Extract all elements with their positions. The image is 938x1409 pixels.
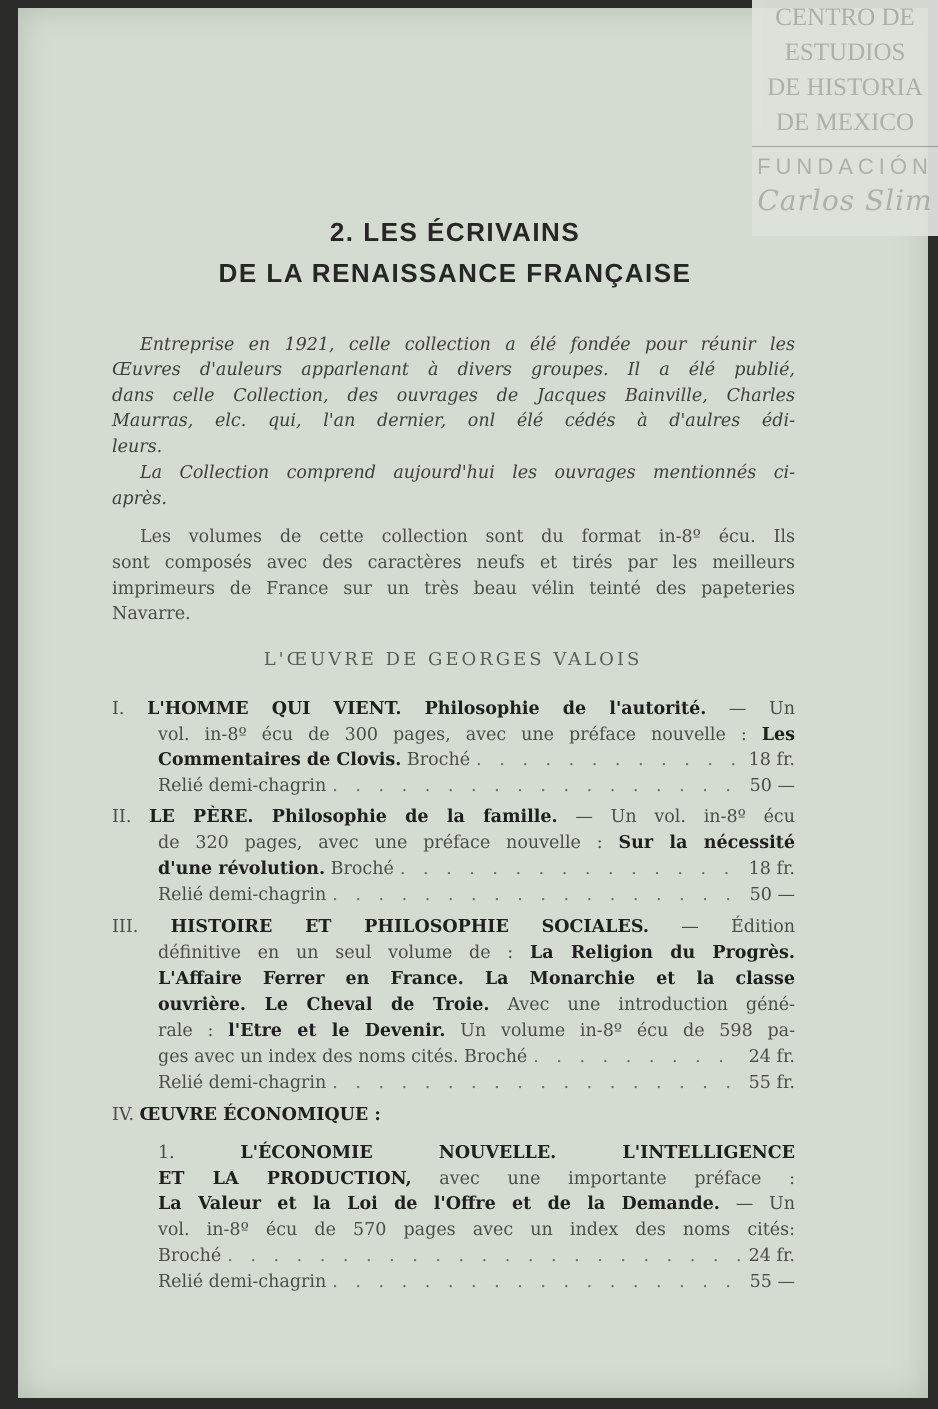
section-heading: L'ŒUVRE DE GEORGES VALOIS [263,649,643,670]
text-segment: — Un [706,699,795,719]
book-title: L'Affaire Ferrer en France. La Monarchie et la classe [158,969,795,989]
format-line: Navarre. [112,604,191,624]
entry-line [112,697,795,721]
book-title: ŒUVRE ÉCONOMIQUE : [139,1105,381,1125]
price-label [158,857,394,881]
book-title: d'une révolution. [158,859,326,879]
price-label [158,1071,326,1095]
leader-dots [227,1244,742,1268]
entry-line [112,915,795,939]
binding-label: Relié demi-chagrin [158,1073,327,1093]
book-title: ET LA PRODUCTION, [158,1169,412,1189]
binding-label: Broché [158,1246,222,1266]
entry-line [158,1218,795,1242]
binding-label: Broché [325,859,394,879]
text-segment: Un volume in-8º écu de 598 pa- [445,1021,795,1041]
entry-line [158,1141,795,1165]
text-segment: 1. [158,1143,241,1163]
intro-line: dans celle Collection, des ouvrages de Jacques Bainville, Charles [112,386,795,406]
price-label [158,883,326,907]
price-line [158,883,795,907]
price-value: 50 — [749,776,795,796]
entry-line [158,723,795,747]
binding-label: Broché [401,750,471,770]
price-line [158,1071,795,1095]
price-line [158,774,795,798]
intro-line: Entreprise en 1921, celle collection a élé fondée pour réunir les [140,335,795,355]
leader-dots [533,1045,742,1069]
entry-line [158,1019,795,1043]
stamp-line: DE MEXICO [775,109,915,136]
price-label [158,1244,221,1268]
page-title-line-2: DE LA RENAISSANCE FRANÇAISE [218,258,692,288]
text-segment: — Un vol. in-8º écu [557,807,796,827]
format-line: sont composés avec des caractères neufs et tirés par les meilleurs [112,553,795,573]
price-value: 24 fr. [748,1246,795,1266]
book-title: LE PÈRE. Philosophie de la famille. [149,807,558,827]
text-segment: définitive en un seul volume de : [158,943,530,963]
price-line [158,1244,795,1268]
price-label [158,748,470,772]
leader-dots [332,1270,743,1294]
format-line: imprimeurs de France sur un très beau vélin teinté des papeteries [112,579,795,599]
entry-line [158,831,795,855]
entry-line [158,993,795,1017]
book-title: Les [761,725,795,745]
book-title: La Valeur et la Loi de l'Offre et de la Demande. [158,1194,720,1214]
text-segment: — Un [719,1194,795,1214]
price-label [158,1045,527,1069]
price-value: 55 — [749,1272,795,1292]
binding-label: Relié demi-chagrin [158,776,327,796]
price-line [158,748,795,772]
format-line: Les volumes de cette collection sont du format in-8º écu. Ils [140,527,795,547]
binding-label: Relié demi-chagrin [158,1272,327,1292]
entry-line [112,805,795,829]
text-segment: III. [112,917,171,937]
book-title: La Religion du Progrès. [529,943,795,963]
entry-line [158,1192,795,1216]
price-value: 55 fr. [748,1073,795,1093]
price-value: 50 — [749,885,795,905]
text-segment: de 320 pages, avec une préface nouvelle : [158,833,619,853]
price-value: 24 fr. [748,1047,795,1067]
price-value: 18 fr. [748,859,795,879]
intro-line: Œuvres d'auleurs apparlenant à divers groupes. Il a élé publié, [112,360,795,380]
entry-line [158,1167,795,1191]
intro-line: leurs. [112,437,163,457]
text-segment: vol. in-8º écu de 300 pages, avec une préface nouvelle : [158,725,762,745]
stamp-line: CENTRO DE [775,4,915,31]
leader-dots [332,883,743,907]
text-segment: avec une importante préface : [411,1169,795,1189]
text-segment: vol. in-8º écu de 570 pages avec un index des noms cités: [158,1220,795,1240]
price-label [158,1270,326,1294]
leader-dots [400,857,743,881]
text-segment: Avec une introduction géné- [489,995,796,1015]
stamp-divider [752,146,938,147]
price-label [158,774,326,798]
text-segment: — Édition [648,917,796,937]
price-line [158,857,795,881]
intro-line: après. [112,489,167,509]
price-line [158,1045,795,1069]
leader-dots [332,774,743,798]
intro-line: La Collection comprend aujourd'hui les ouvrages mentionnés ci- [140,463,795,483]
book-title: Commentaires de Clovis. [158,750,402,770]
stamp-line: DE HISTORIA [767,74,923,101]
archive-watermark-stamp [752,0,938,236]
book-title: ouvrière. Le Cheval de Troie. [158,995,490,1015]
text-segment: II. [112,807,150,827]
entry-line [158,967,795,991]
stamp-line: ESTUDIOS [784,39,906,66]
text-segment: rale : [158,1021,229,1041]
entry-line [158,941,795,965]
leader-dots [332,1071,742,1095]
book-title: l'Etre et le Devenir. [228,1021,446,1041]
stamp-signature: Carlos Slim [757,184,933,217]
text-segment: IV. [112,1105,140,1125]
book-title: HISTOIRE ET PHILOSOPHIE SOCIALES. [170,917,649,937]
entry-line [112,1103,795,1127]
leader-dots [476,748,743,772]
binding-label: Relié demi-chagrin [158,885,327,905]
price-value: 18 fr. [748,750,795,770]
book-title: L'ÉCONOMIE NOUVELLE. L'INTELLIGENCE [240,1143,795,1163]
page-title-line-1: 2. LES ÉCRIVAINS [329,217,581,247]
intro-line: Maurras, elc. qui, l'an dernier, onl élé cédés à d'aulres édi- [112,411,795,431]
book-title: L'HOMME QUI VIENT. Philosophie de l'autorité. [147,699,707,719]
binding-label: ges avec un index des noms cités. Broché [158,1047,528,1067]
price-line [158,1270,795,1294]
text-segment: I. [112,699,148,719]
stamp-foundation: FUNDACIÓN [757,154,933,179]
book-title: Sur la nécessité [618,833,795,853]
